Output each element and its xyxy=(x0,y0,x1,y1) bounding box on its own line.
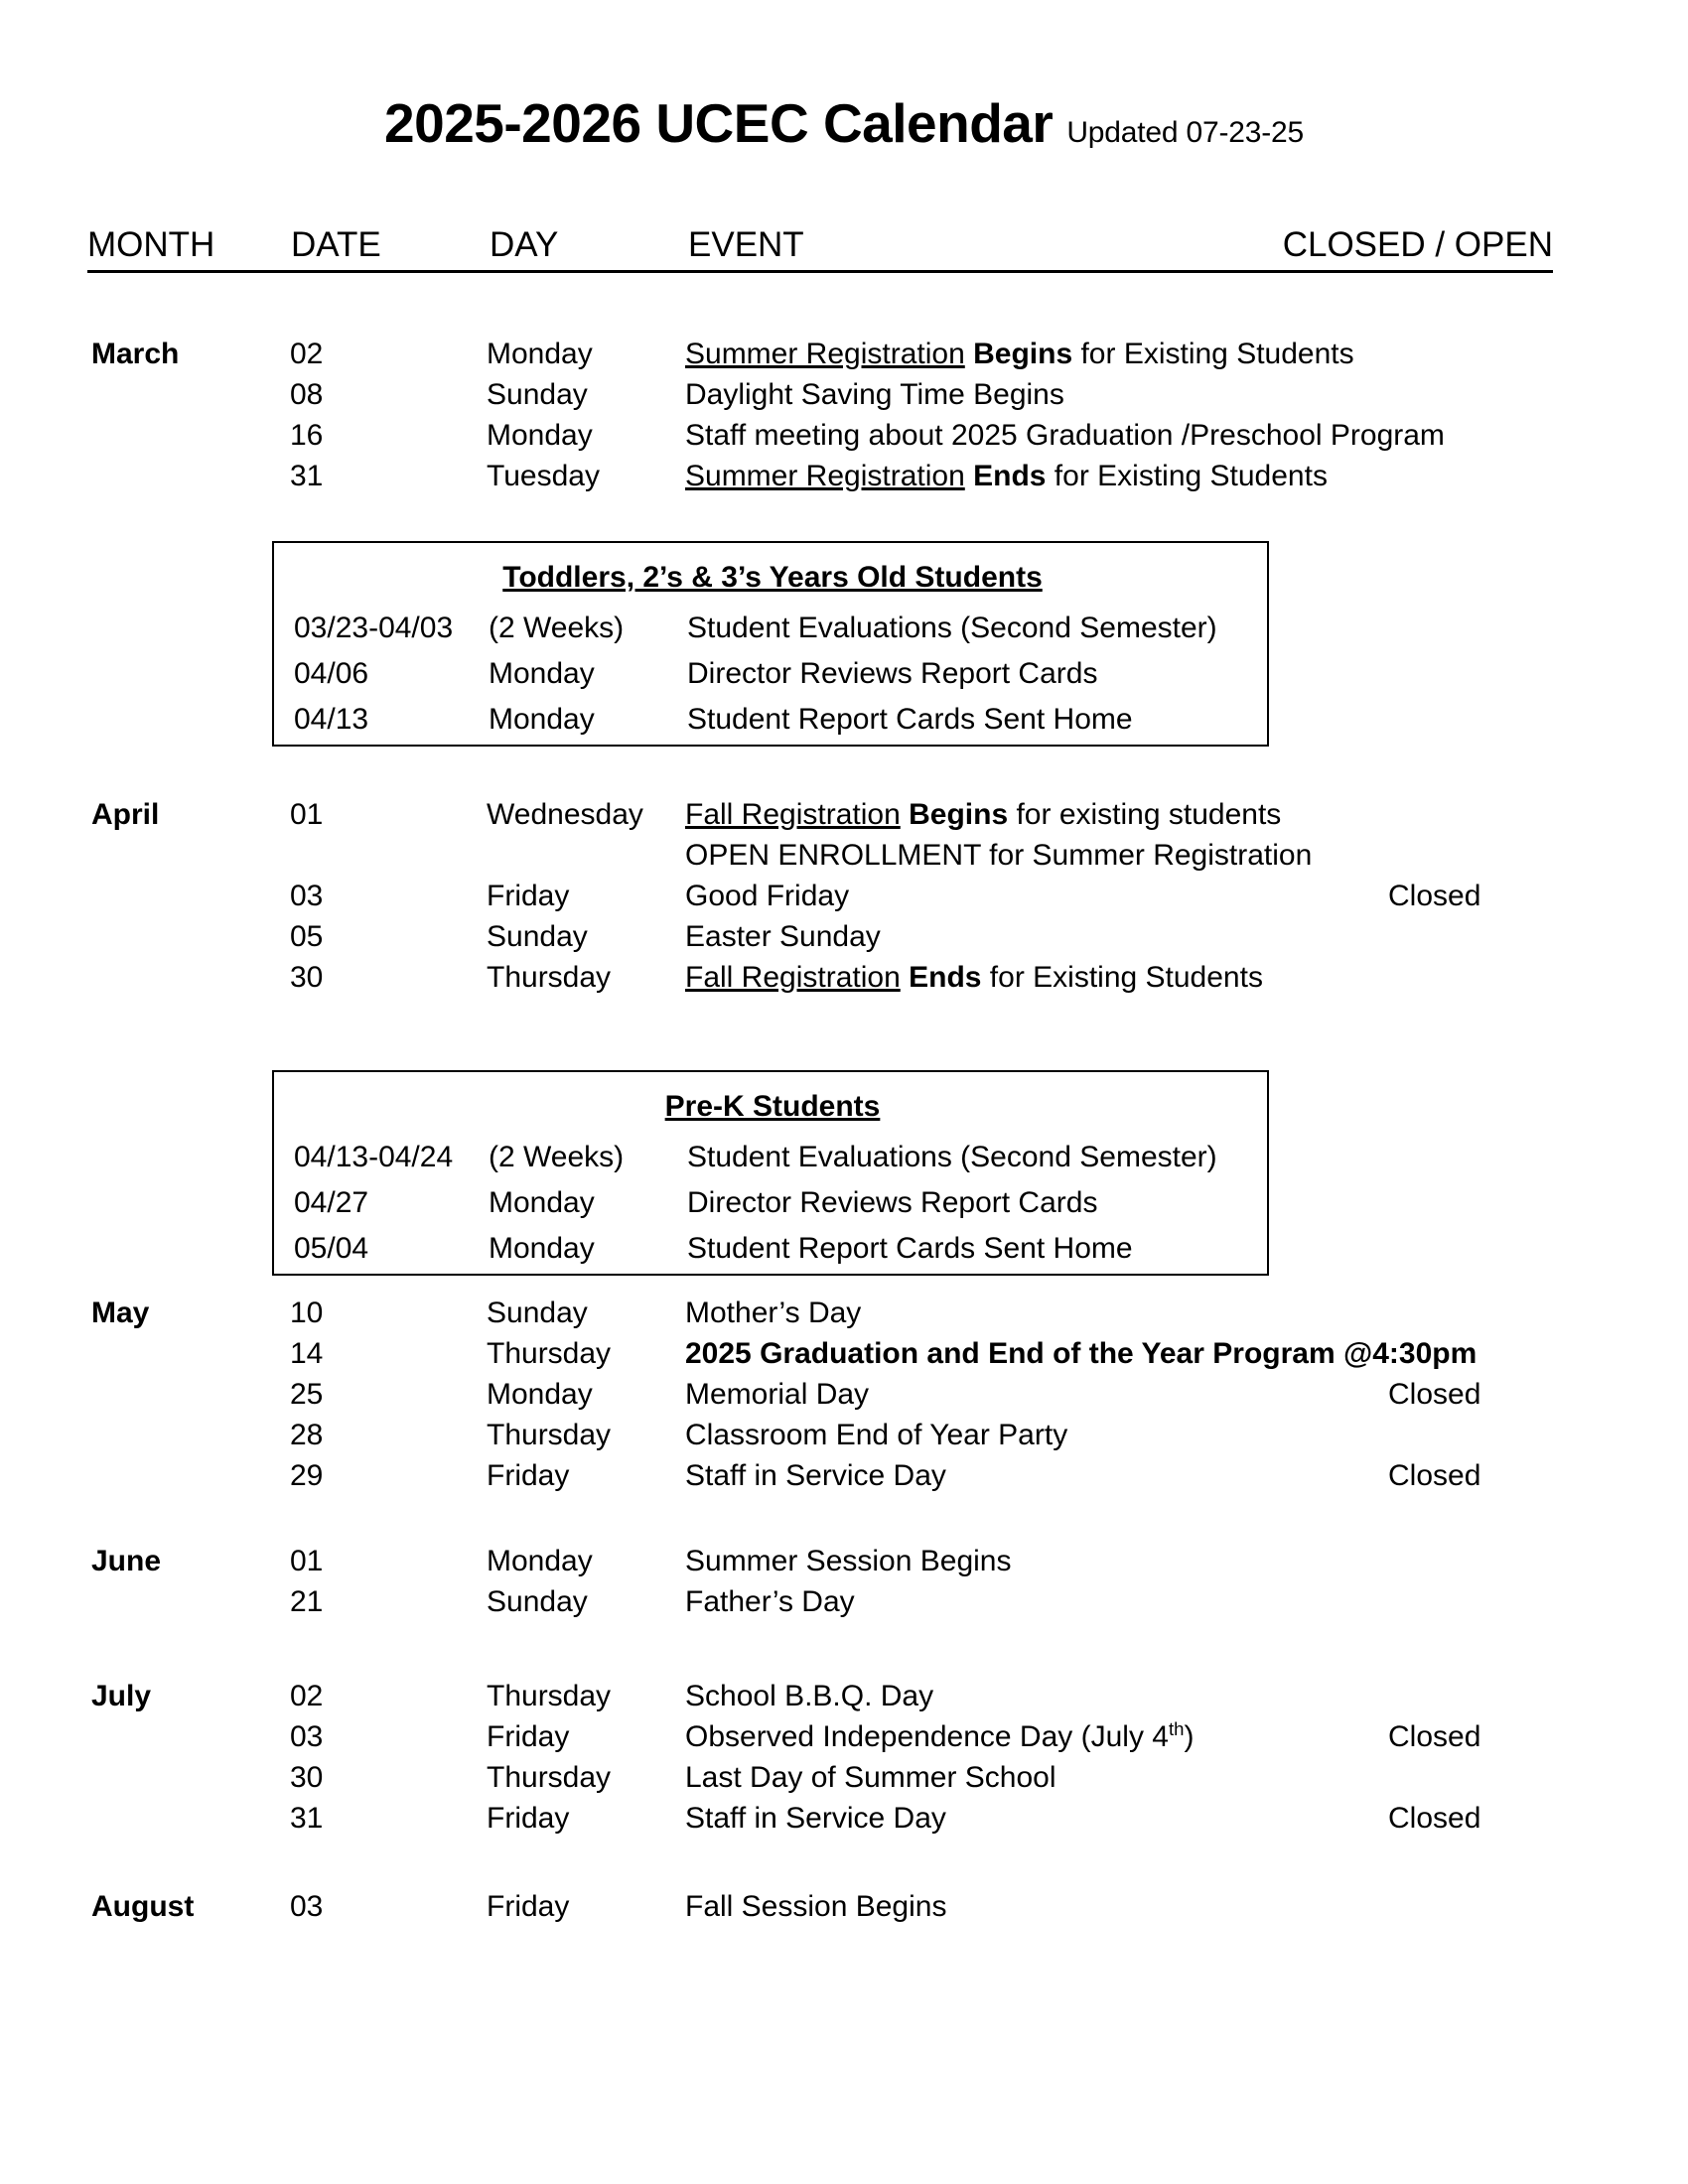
status-cell: Closed xyxy=(1388,1378,1481,1411)
day-cell: Sunday xyxy=(487,1297,588,1329)
calendar-row xyxy=(0,957,1688,998)
event-cell: Good Friday xyxy=(685,880,850,912)
calendar-row xyxy=(0,1374,1688,1415)
event-underlined-text: Fall Registration xyxy=(685,961,901,994)
program-box-title xyxy=(274,557,1271,598)
date-cell: 30 xyxy=(290,1761,324,1794)
event-underlined-text: Summer Registration xyxy=(685,460,965,492)
program-box-row xyxy=(274,1135,1271,1180)
date-cell: 04/27 xyxy=(294,1186,369,1219)
date-cell: 01 xyxy=(290,1545,324,1577)
date-cell: 14 xyxy=(290,1337,324,1370)
date-cell: 30 xyxy=(290,961,324,994)
event-cell: Observed Independence Day (July 4th) xyxy=(685,1718,1195,1753)
date-cell: 31 xyxy=(290,460,324,492)
event-cell: Director Reviews Report Cards xyxy=(687,657,1098,690)
calendar-row xyxy=(0,456,1688,496)
day-cell: Thursday xyxy=(487,961,612,994)
event-cell xyxy=(685,1333,1477,1374)
event-cell: Last Day of Summer School xyxy=(685,1761,1056,1794)
date-cell: 05 xyxy=(290,920,324,953)
date-cell: 02 xyxy=(290,1680,324,1712)
column-header-day: DAY xyxy=(490,225,559,264)
date-cell: 16 xyxy=(290,419,324,452)
date-cell: 04/13 xyxy=(294,703,369,736)
event-underlined-text: Summer Registration xyxy=(685,338,965,370)
status-cell: Closed xyxy=(1388,1720,1481,1753)
calendar-row xyxy=(0,876,1688,916)
program-box-row xyxy=(274,1226,1271,1272)
date-cell: 10 xyxy=(290,1297,324,1329)
event-cell: Staff in Service Day xyxy=(685,1802,946,1835)
day-cell: Thursday xyxy=(487,1680,612,1712)
program-box xyxy=(272,1070,1269,1276)
day-cell: Tuesday xyxy=(487,460,600,492)
event-cell: OPEN ENROLLMENT for Summer Registration xyxy=(685,839,1313,872)
status-cell: Closed xyxy=(1388,880,1481,912)
day-cell: Monday xyxy=(487,1378,593,1411)
page-title: 2025-2026 UCEC Calendar xyxy=(384,92,1054,154)
program-box xyxy=(272,541,1269,747)
event-cell: Student Evaluations (Second Semester) xyxy=(687,1141,1217,1173)
date-cell: 03 xyxy=(290,880,324,912)
date-cell: 03 xyxy=(290,1890,324,1923)
updated-stamp: Updated 07-23-25 xyxy=(1066,116,1304,149)
program-box-row xyxy=(274,697,1271,743)
program-box-title-text: Pre-K Students xyxy=(664,1090,881,1123)
day-cell: Thursday xyxy=(487,1761,612,1794)
event-cell: Classroom End of Year Party xyxy=(685,1419,1068,1451)
month-label: June xyxy=(91,1545,162,1577)
calendar-row xyxy=(0,794,1688,835)
event-cell: School B.B.Q. Day xyxy=(685,1680,934,1712)
calendar-row xyxy=(0,1886,1688,1927)
event-cell: Student Report Cards Sent Home xyxy=(687,1232,1133,1265)
date-cell: 21 xyxy=(290,1585,324,1618)
date-cell: 03/23-04/03 xyxy=(294,612,454,644)
event-cell: Daylight Saving Time Begins xyxy=(685,378,1064,411)
calendar-row xyxy=(0,374,1688,415)
event-cell: Memorial Day xyxy=(685,1378,870,1411)
day-cell: Monday xyxy=(489,657,595,690)
day-cell: Monday xyxy=(489,703,595,736)
calendar-row xyxy=(0,1798,1688,1839)
column-header-status: CLOSED / OPEN xyxy=(1282,225,1553,264)
event-bold-text: Ends xyxy=(909,961,982,994)
day-cell: Wednesday xyxy=(487,798,643,831)
day-cell: Friday xyxy=(487,1459,570,1492)
calendar-row xyxy=(0,1541,1688,1581)
date-cell: 04/13-04/24 xyxy=(294,1141,454,1173)
day-cell: Thursday xyxy=(487,1419,612,1451)
day-cell: (2 Weeks) xyxy=(489,612,625,644)
day-cell: Friday xyxy=(487,880,570,912)
calendar-row xyxy=(0,916,1688,957)
date-cell: 04/06 xyxy=(294,657,369,690)
document-title xyxy=(0,91,1688,155)
month-label: April xyxy=(91,798,160,831)
date-cell: 28 xyxy=(290,1419,324,1451)
calendar-row xyxy=(0,835,1688,876)
day-cell: Monday xyxy=(487,338,593,370)
event-cell: Summer Session Begins xyxy=(685,1545,1012,1577)
month-label: July xyxy=(91,1680,152,1712)
event-cell: Fall Registration Ends for Existing Students xyxy=(685,961,1263,994)
event-cell: Mother’s Day xyxy=(685,1297,862,1329)
day-cell: Monday xyxy=(487,1545,593,1577)
program-box-title-text: Toddlers, 2’s & 3’s Years Old Students xyxy=(502,561,1043,594)
date-cell: 29 xyxy=(290,1459,324,1492)
column-header-row xyxy=(87,224,1553,273)
event-bold-text: 2025 Graduation and End of the Year Program @4:30pm xyxy=(685,1337,1477,1370)
program-box-title xyxy=(274,1086,1271,1127)
event-bold-text: Ends xyxy=(973,460,1047,492)
program-box-row xyxy=(274,606,1271,651)
day-cell: Friday xyxy=(487,1890,570,1923)
day-cell: Sunday xyxy=(487,378,588,411)
date-cell: 01 xyxy=(290,798,324,831)
month-label: May xyxy=(91,1297,150,1329)
calendar-row xyxy=(0,1415,1688,1455)
column-header-event: EVENT xyxy=(688,225,804,264)
calendar-row xyxy=(0,1333,1688,1374)
column-header-month: MONTH xyxy=(87,225,215,264)
day-cell: Friday xyxy=(487,1802,570,1835)
date-cell: 08 xyxy=(290,378,324,411)
month-label: August xyxy=(91,1890,195,1923)
program-box-row xyxy=(274,651,1271,697)
event-cell: Summer Registration Ends for Existing Students xyxy=(685,460,1328,492)
event-cell: Father’s Day xyxy=(685,1585,855,1618)
date-cell: 25 xyxy=(290,1378,324,1411)
calendar-row xyxy=(0,1757,1688,1798)
event-bold-text: Begins xyxy=(909,798,1009,831)
program-box-row xyxy=(274,1180,1271,1226)
status-cell: Closed xyxy=(1388,1459,1481,1492)
calendar-row xyxy=(0,415,1688,456)
day-cell: Monday xyxy=(489,1186,595,1219)
day-cell: Monday xyxy=(487,419,593,452)
date-cell: 05/04 xyxy=(294,1232,369,1265)
event-cell: Director Reviews Report Cards xyxy=(687,1186,1098,1219)
calendar-row xyxy=(0,1676,1688,1716)
date-cell: 02 xyxy=(290,338,324,370)
day-cell: Sunday xyxy=(487,920,588,953)
event-bold-text: Begins xyxy=(973,338,1073,370)
month-label: March xyxy=(91,338,180,370)
event-cell: Staff in Service Day xyxy=(685,1459,946,1492)
calendar-row xyxy=(0,334,1688,374)
calendar-row xyxy=(0,1581,1688,1622)
calendar-row xyxy=(0,1293,1688,1333)
event-cell: Staff meeting about 2025 Graduation /Preschool Program xyxy=(685,419,1445,452)
event-cell: Easter Sunday xyxy=(685,920,881,953)
status-cell: Closed xyxy=(1388,1802,1481,1835)
day-cell: Friday xyxy=(487,1720,570,1753)
date-cell: 31 xyxy=(290,1802,324,1835)
day-cell: Monday xyxy=(489,1232,595,1265)
calendar-row xyxy=(0,1455,1688,1496)
event-cell: Student Evaluations (Second Semester) xyxy=(687,612,1217,644)
event-underlined-text: Fall Registration xyxy=(685,798,901,831)
day-cell: Thursday xyxy=(487,1337,612,1370)
event-cell: Student Report Cards Sent Home xyxy=(687,703,1133,736)
column-header-date: DATE xyxy=(291,225,381,264)
event-cell: Fall Session Begins xyxy=(685,1890,947,1923)
calendar-row xyxy=(0,1716,1688,1757)
day-cell: (2 Weeks) xyxy=(489,1141,625,1173)
event-cell: Fall Registration Begins for existing students xyxy=(685,798,1282,831)
day-cell: Sunday xyxy=(487,1585,588,1618)
event-cell: Summer Registration Begins for Existing Students xyxy=(685,338,1354,370)
event-superscript: th xyxy=(1168,1718,1185,1739)
date-cell: 03 xyxy=(290,1720,324,1753)
